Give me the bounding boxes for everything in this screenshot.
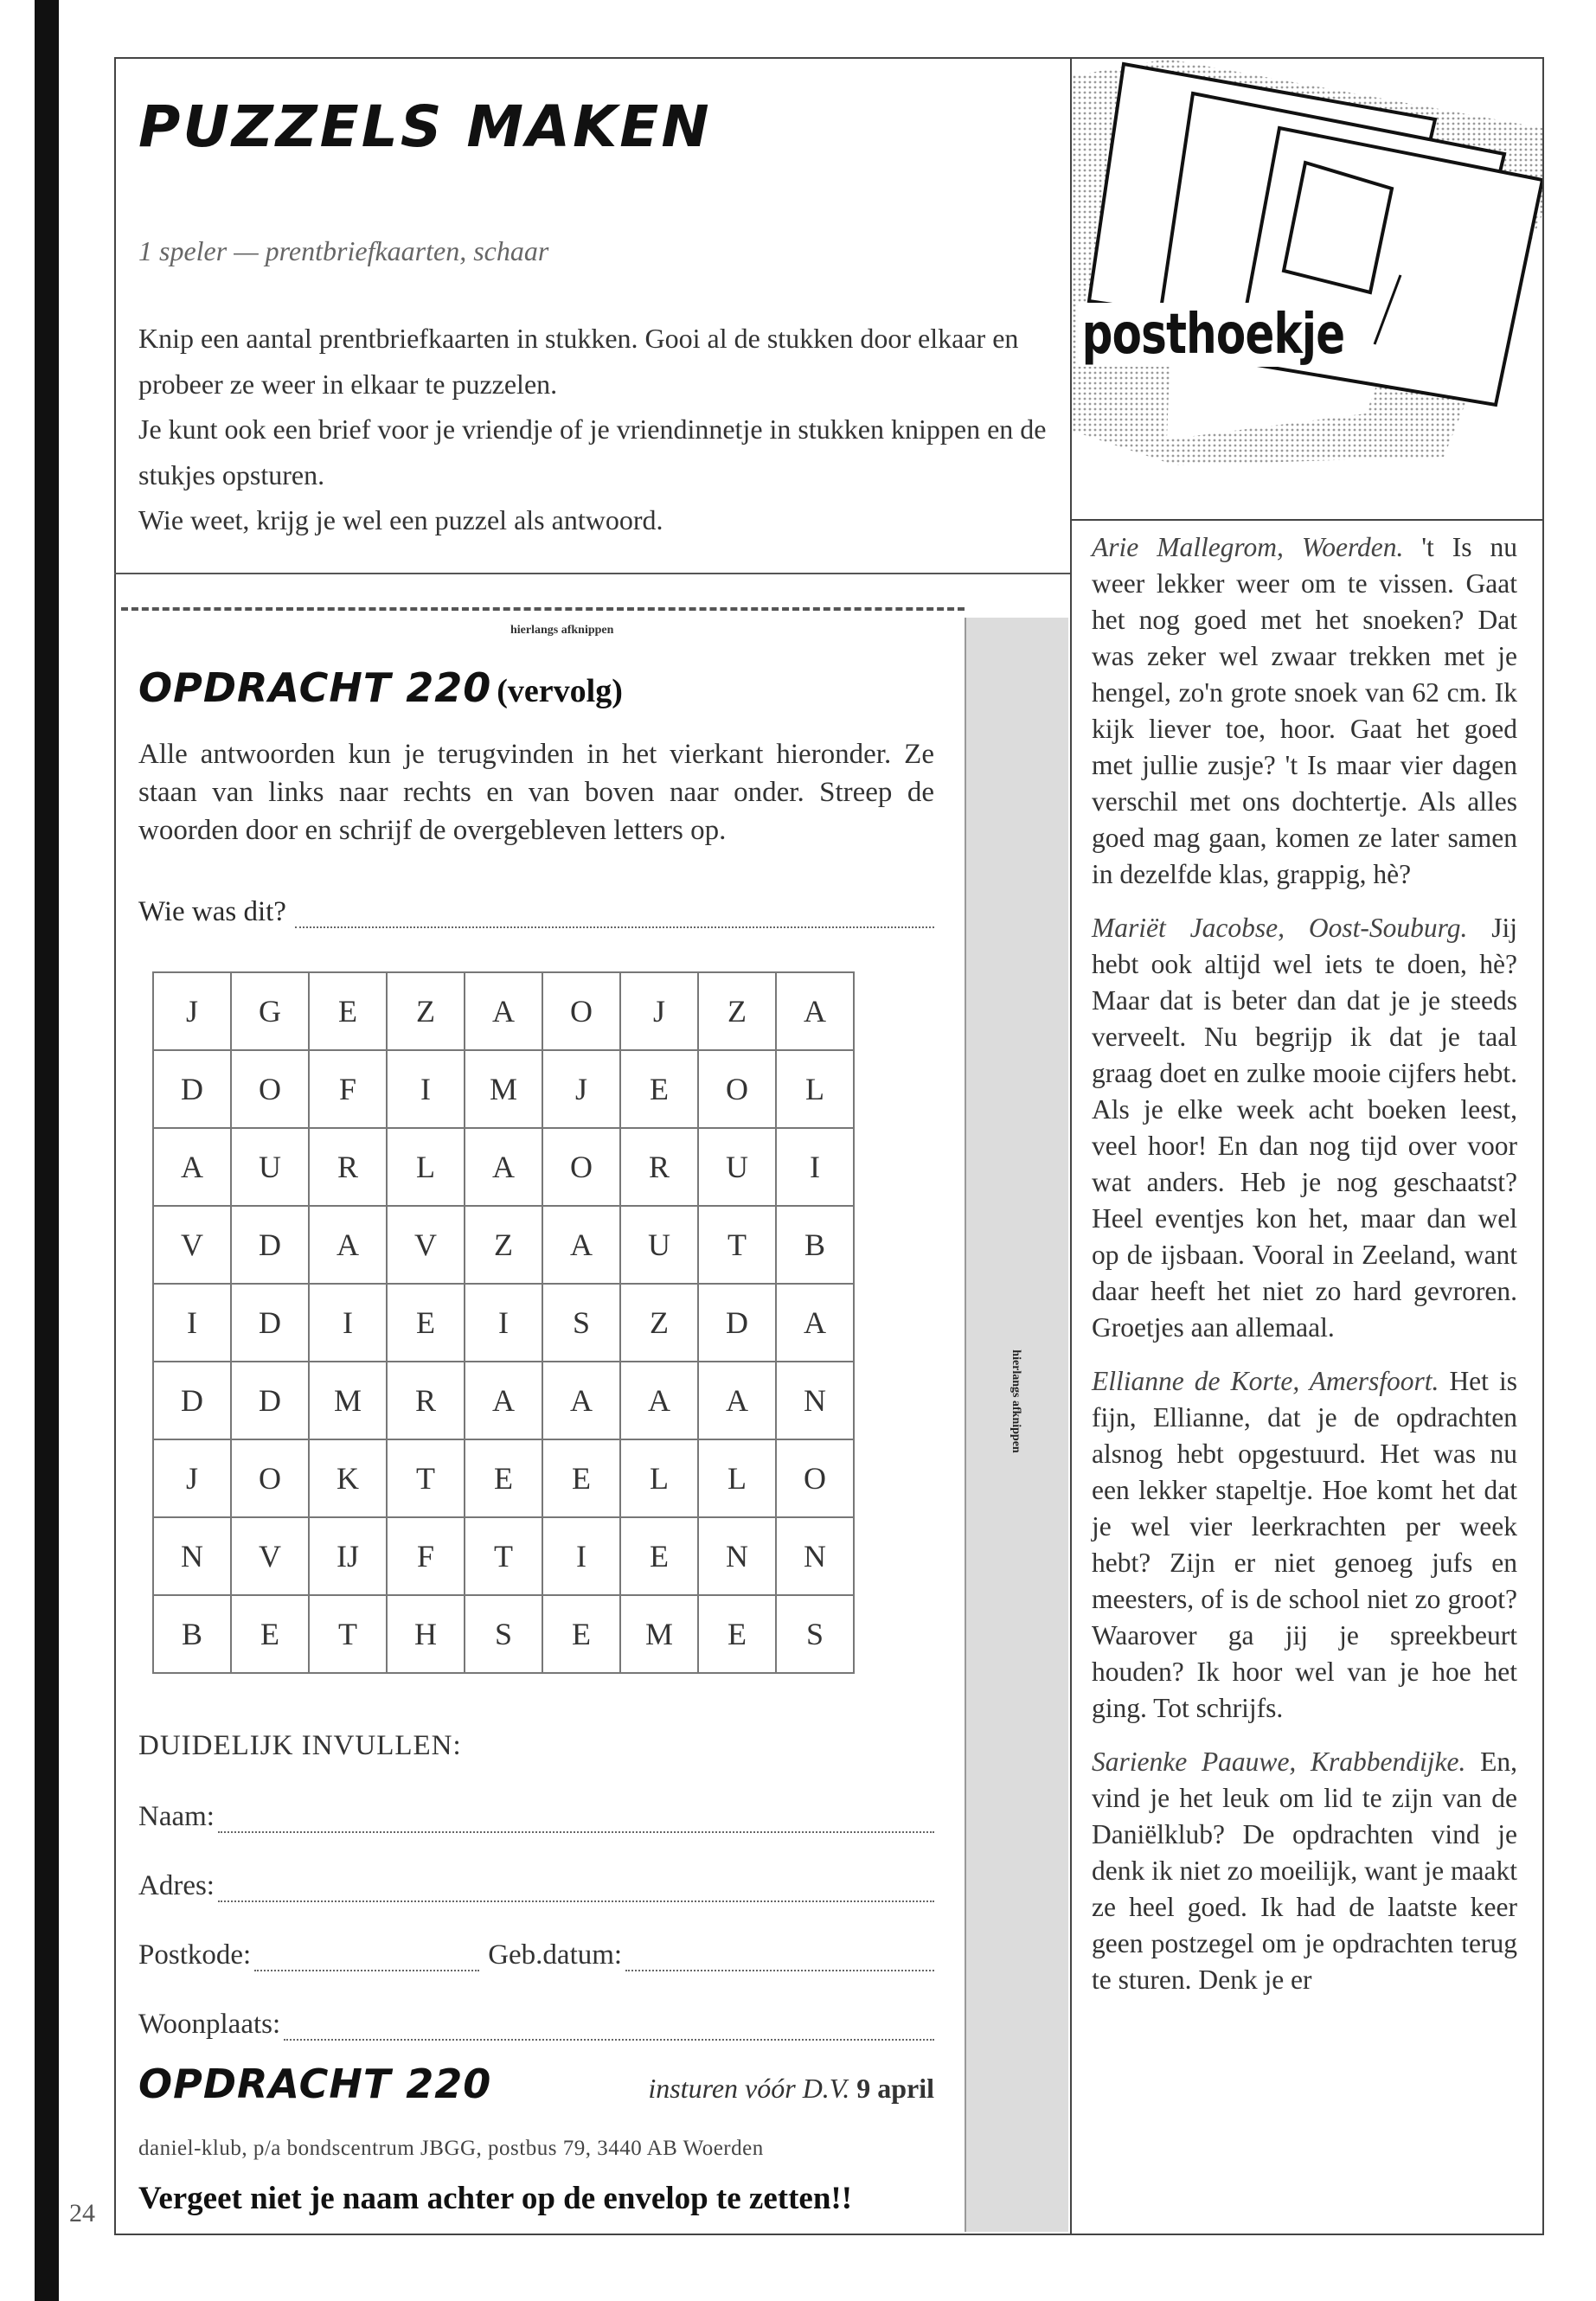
grid-cell[interactable]: I [309, 1284, 387, 1362]
grid-cell[interactable]: A [620, 1362, 698, 1439]
city-field-row [138, 2009, 934, 2041]
grid-cell[interactable]: E [620, 1050, 698, 1128]
grid-cell[interactable]: E [309, 972, 387, 1050]
grid-cell[interactable]: O [776, 1439, 854, 1517]
question-label: Wie was dit? [138, 896, 286, 927]
grid-cell[interactable]: G [231, 972, 309, 1050]
opdracht-body: Alle antwoorden kun je terugvinden in het vierkant hieronder. Ze staan van links naar rechts en van boven naar onder. Streep de woorden door en schrijf de overgebleven letters op. [138, 739, 934, 846]
puzzels-maken-body [138, 316, 1055, 543]
grid-row [153, 1439, 854, 1517]
name-field[interactable] [218, 1811, 934, 1833]
grid-cell[interactable]: K [309, 1439, 387, 1517]
grid-row [153, 1206, 854, 1284]
cut-line [121, 607, 965, 611]
grid-cell[interactable]: O [231, 1439, 309, 1517]
cut-label: hierlangs afknippen [510, 624, 614, 637]
grid-cell[interactable]: A [465, 1128, 542, 1206]
body-paragraph: Wie weet, krijg je wel een puzzel als antwoord. [138, 504, 663, 535]
opdracht-heading [138, 664, 623, 711]
letter [1092, 529, 1517, 893]
grid-row [153, 1128, 854, 1206]
grid-cell[interactable]: A [542, 1206, 620, 1284]
grid-cell[interactable]: A [465, 1362, 542, 1439]
answer-field[interactable] [295, 904, 934, 928]
grid-cell[interactable]: A [309, 1206, 387, 1284]
grid-cell[interactable]: N [776, 1362, 854, 1439]
grid-cell[interactable]: E [620, 1517, 698, 1595]
grid-cell[interactable]: D [153, 1050, 231, 1128]
grid-row [153, 972, 854, 1050]
grid-cell[interactable]: D [153, 1362, 231, 1439]
address-label: Adres: [138, 1870, 215, 1901]
binding-bar [35, 0, 59, 2301]
opdracht-footer [138, 2061, 934, 2107]
grid-cell[interactable]: V [231, 1517, 309, 1595]
grid-cell[interactable]: L [776, 1050, 854, 1128]
footer-title: OPDRACHT 220 [138, 2061, 492, 2107]
grid-cell[interactable]: S [542, 1284, 620, 1362]
grid-cell[interactable]: Z [465, 1206, 542, 1284]
grid-cell[interactable]: J [153, 972, 231, 1050]
grid-cell[interactable]: I [542, 1517, 620, 1595]
grid-cell[interactable]: L [698, 1439, 776, 1517]
grid-cell[interactable]: E [387, 1284, 465, 1362]
grid-cell[interactable]: V [153, 1206, 231, 1284]
posthoekje-illustration [1072, 59, 1542, 519]
grid-cell[interactable]: Z [387, 972, 465, 1050]
letter-text: Het is fijn, Ellianne, dat je de opdrachten alsnog hebt opgestuurd. Het was nu een lekker stapeltje. Hoe komt het dat je wel vier leerkrachten per week hebt? Zijn er niet genoeg jufs en meesters, of is de school niet zo groot? Waarover ga jij je spreekbeurt houden? Ik hoor wel van je hoe het ging. Tot schrijfs. [1092, 1366, 1517, 1723]
grid-cell[interactable]: E [542, 1595, 620, 1673]
grid-cell[interactable]: B [153, 1595, 231, 1673]
birthdate-field[interactable] [625, 1949, 934, 1971]
grid-cell[interactable]: E [231, 1595, 309, 1673]
grid-cell[interactable]: F [309, 1050, 387, 1128]
letter-author: Ellianne de Korte, Amersfoort. [1092, 1366, 1439, 1396]
grid-cell[interactable]: A [153, 1128, 231, 1206]
grid-cell[interactable]: I [387, 1050, 465, 1128]
address-field-row [138, 1870, 934, 1902]
grid-cell[interactable]: T [309, 1595, 387, 1673]
grid-cell[interactable]: T [465, 1517, 542, 1595]
letter-text: Jij hebt ook altijd wel iets te doen, hè? Maar dat is beter dan dat je je steeds verveelt. Nu begrijp ik dat je taal graag doet en zulke mooie cijfers hebt. Als je elke week acht boeken leest, veel hoor! En dan nog tijd over voor wat anders. Heb je nog geschaatst? Heel eventjes kon het, maar dan wel op de ijsbaan. Vooral in Zeeland, want daar heeft het niet zo hard gevroren. Groetjes aan allemaal. [1092, 913, 1517, 1343]
grid-cell[interactable]: U [231, 1128, 309, 1206]
grid-cell[interactable]: U [620, 1206, 698, 1284]
birthdate-label: Geb.datum: [488, 1939, 623, 1971]
deadline-date: 9 april [856, 2073, 934, 2104]
grid-row [153, 1517, 854, 1595]
name-field-row [138, 1801, 934, 1833]
word-search-grid [152, 971, 855, 1674]
puzzels-maken-subtitle: 1 speler — prentbriefkaarten, schaar [138, 235, 549, 266]
grid-cell[interactable]: T [698, 1206, 776, 1284]
letter [1092, 910, 1517, 1346]
letter-author: Arie Mallegrom, Woerden. [1092, 532, 1404, 562]
grid-cell[interactable]: F [387, 1517, 465, 1595]
deadline-prefix: insturen vóór D.V. [648, 2073, 850, 2104]
page-number: 24 [69, 2199, 95, 2227]
grid-cell[interactable]: O [542, 972, 620, 1050]
grid-cell[interactable]: A [542, 1362, 620, 1439]
opdracht-title: OPDRACHT 220 [138, 664, 492, 711]
letters-column [1092, 529, 1517, 2016]
body-paragraph: Je kunt ook een brief voor je vriendje of je vriendinnetje in stukken knippen en de stukjes opsturen. [138, 413, 1047, 490]
grid-cell[interactable]: D [698, 1284, 776, 1362]
grid-cell[interactable]: L [620, 1439, 698, 1517]
letter [1092, 1363, 1517, 1727]
grid-cell[interactable]: A [776, 1284, 854, 1362]
postcode-field[interactable] [254, 1949, 479, 1971]
grid-row [153, 1595, 854, 1673]
strip-label: hierlangs afknippen [1010, 1349, 1022, 1453]
letter-author: Sarienke Paauwe, Krabbendijke. [1092, 1747, 1466, 1777]
fill-in-title: DUIDELIJK INVULLEN: [138, 1730, 462, 1761]
city-field[interactable] [284, 2018, 934, 2041]
grid-cell[interactable]: H [387, 1595, 465, 1673]
address-field[interactable] [218, 1880, 934, 1902]
grid-cell[interactable]: E [698, 1595, 776, 1673]
question-line [138, 896, 934, 928]
grid-cell[interactable]: Z [698, 972, 776, 1050]
grid-cell[interactable]: S [776, 1595, 854, 1673]
name-label: Naam: [138, 1801, 215, 1832]
grid-cell[interactable]: D [231, 1206, 309, 1284]
grid-row [153, 1050, 854, 1128]
grid-cell[interactable]: D [231, 1362, 309, 1439]
city-label: Woonplaats: [138, 2009, 281, 2040]
grid-cell[interactable]: E [465, 1439, 542, 1517]
postcode-label: Postkode: [138, 1939, 252, 1971]
grid-cell[interactable]: N [698, 1517, 776, 1595]
grid-cell[interactable]: I [153, 1284, 231, 1362]
grid-cell[interactable]: V [387, 1206, 465, 1284]
grid-cell[interactable]: I [465, 1284, 542, 1362]
grid-cell[interactable]: R [309, 1128, 387, 1206]
grid-cell[interactable]: M [309, 1362, 387, 1439]
grid-cell[interactable]: U [698, 1128, 776, 1206]
grid-cell[interactable]: L [387, 1128, 465, 1206]
posthoekje-title: posthoekje [1078, 303, 1349, 367]
grid-cell[interactable]: S [465, 1595, 542, 1673]
body-paragraph: Knip een aantal prentbriefkaarten in stukken. Gooi al de stukken door elkaar en probeer ze weer in elkaar te puzzelen. [138, 323, 1019, 400]
grid-cell[interactable]: N [153, 1517, 231, 1595]
grid-cell[interactable]: O [231, 1050, 309, 1128]
grid-cell[interactable]: J [620, 972, 698, 1050]
grid-cell[interactable]: A [776, 972, 854, 1050]
grid-row [153, 1362, 854, 1439]
grid-cell[interactable]: O [698, 1050, 776, 1128]
letter-author: Mariët Jacobse, Oost-Souburg. [1092, 913, 1468, 943]
grid-cell[interactable]: IJ [309, 1517, 387, 1595]
grid-cell[interactable]: Z [620, 1284, 698, 1362]
grid-cell[interactable]: O [542, 1128, 620, 1206]
reminder: Vergeet niet je naam achter op de envelop te zetten!! [138, 2181, 853, 2216]
grid-cell[interactable]: B [776, 1206, 854, 1284]
postcode-birthdate-row [138, 1939, 934, 1971]
posthoekje-divider [1072, 519, 1544, 521]
grid-cell[interactable]: A [465, 972, 542, 1050]
grid-cell[interactable]: T [387, 1439, 465, 1517]
grid-cell[interactable]: R [387, 1362, 465, 1439]
grid-cell[interactable]: N [776, 1517, 854, 1595]
grid-cell[interactable]: E [542, 1439, 620, 1517]
grid-cell[interactable]: D [231, 1284, 309, 1362]
grid-cell[interactable]: J [153, 1439, 231, 1517]
puzzels-maken-title: PUZZELS MAKEN [138, 93, 712, 160]
grid-cell[interactable]: I [776, 1128, 854, 1206]
opdracht-suffix: (vervolg) [497, 673, 623, 709]
section-divider [114, 573, 1070, 574]
letter-text: En, vind je het leuk om lid te zijn van de Daniëlklub? De opdrachten vind je denk ik niet zo moeilijk, want je maakt ze heel goed. Ik had de laatste keer geen postzegel om je opdrachten terug te sturen. Denk je er [1092, 1747, 1518, 1995]
deadline [648, 2073, 934, 2105]
letter-text: 't Is nu weer lekker weer om te vissen. Gaat het nog goed met het snoeken? Dat was zeker wel zwaar trekken met je hengel, zo'n grote snoek van 62 cm. Ik kijk liever toe, hoor. Gaat het goed met jullie zusje? 't Is maar vier dagen verschil met ons dochtertje. Als alles goed mag gaan, komen ze later samen in dezelfde klas, grappig, hè? [1092, 532, 1517, 889]
grid-cell[interactable]: R [620, 1128, 698, 1206]
grid-cell[interactable]: A [698, 1362, 776, 1439]
letter [1092, 1744, 1517, 1998]
mailing-address: daniel-klub, p/a bondscentrum JBGG, postbus 79, 3440 AB Woerden [138, 2137, 764, 2160]
grid-row [153, 1284, 854, 1362]
grid-cell[interactable]: J [542, 1050, 620, 1128]
grid-cell[interactable]: M [620, 1595, 698, 1673]
grid-cell[interactable]: M [465, 1050, 542, 1128]
